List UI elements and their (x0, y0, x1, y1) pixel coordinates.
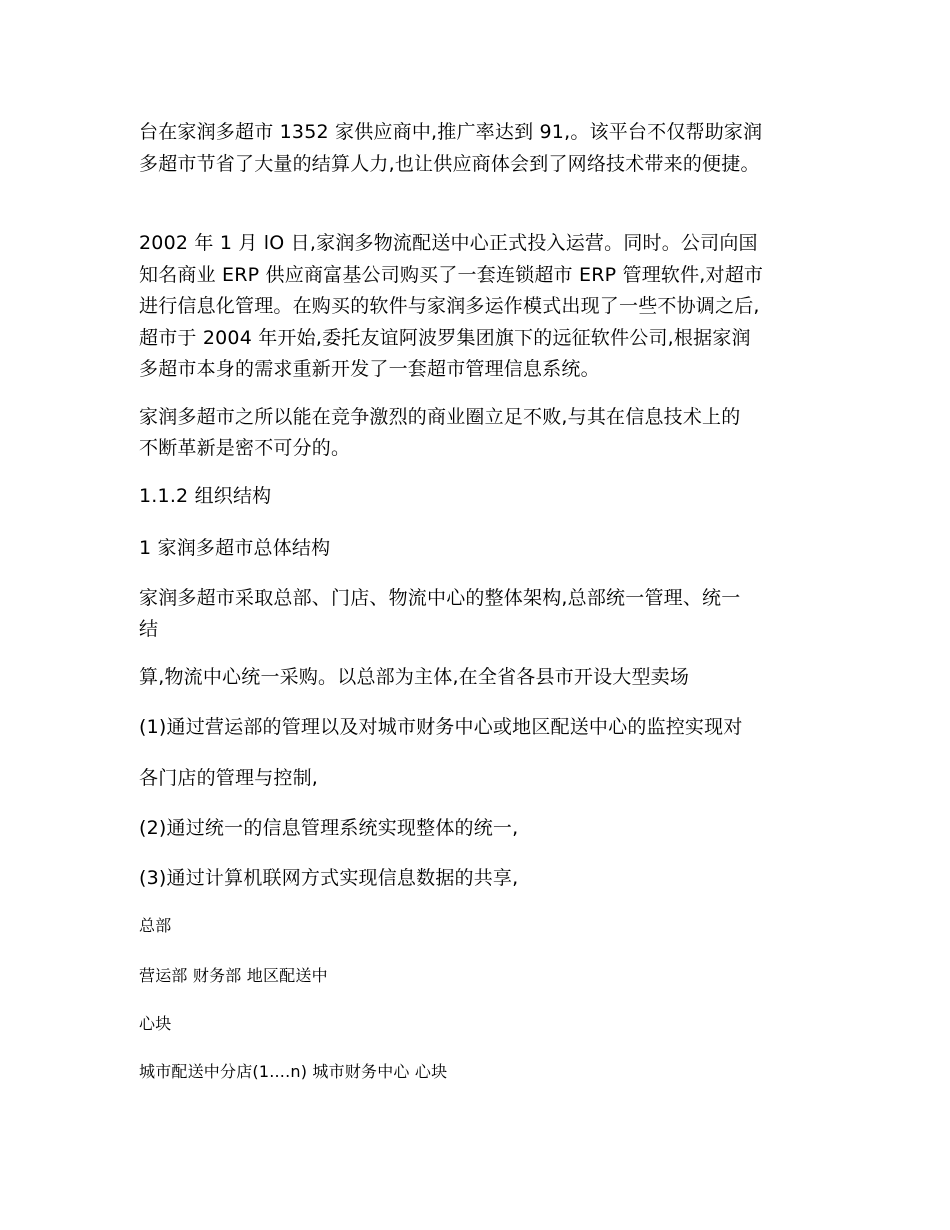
paragraph-line: 多超市节省了大量的结算人力,也让供应商体会到了网络技术带来的便捷。 (139, 153, 760, 175)
paragraph-line: 进行信息化管理。在购买的软件与家润多运作模式出现了一些不协调之后, (139, 295, 760, 317)
paragraph-line: 不断革新是密不可分的。 (139, 437, 351, 459)
paragraph-line: 多超市本身的需求重新开发了一套超市管理信息系统。 (139, 358, 600, 380)
org-chart-label: 营运部 财务部 地区配送中 (139, 966, 328, 985)
subsection-heading: 1 家润多超市总体结构 (139, 537, 331, 559)
paragraph-line: 2002 年 1 月 lO 日,家润多物流配送中心正式投入运营。同时。公司向国 (139, 232, 758, 254)
paragraph-line: 超市于 2004 年开始,委托友谊阿波罗集团旗下的远征软件公司,根据家润 (139, 327, 751, 349)
section-heading: 1.1.2 组织结构 (139, 485, 272, 507)
paragraph-line: 家润多超市采取总部、门店、物流中心的整体架构,总部统一管理、统一 (139, 587, 741, 609)
paragraph-line: 家润多超市之所以能在竞争激烈的商业圈立足不败,与其在信息技术上的 (139, 406, 741, 428)
org-chart-label: 城市配送中分店(1....n) 城市财务中心 心块 (139, 1062, 448, 1081)
list-item: (1)通过营运部的管理以及对城市财务中心或地区配送中心的监控实现对 (139, 716, 743, 738)
org-chart-label: 总部 (139, 916, 172, 935)
paragraph-line: 台在家润多超市 1352 家供应商中,推广率达到 91,。该平台不仅帮助家润 (139, 121, 763, 143)
paragraph-line: 结 (139, 618, 159, 640)
paragraph-line: 算,物流中心统一采购。以总部为主体,在全省各县市开设大型卖场 (139, 666, 690, 688)
org-chart-label: 心块 (139, 1014, 172, 1033)
list-item: (2)通过统一的信息管理系统实现整体的统一, (139, 817, 519, 839)
list-item-continuation: 各门店的管理与控制, (139, 767, 319, 789)
paragraph-line: 知名商业 ERP 供应商富基公司购买了一套连锁超市 ERP 管理软件,对超市 (139, 264, 764, 286)
list-item: (3)通过计算机联网方式实现信息数据的共享, (139, 867, 519, 889)
